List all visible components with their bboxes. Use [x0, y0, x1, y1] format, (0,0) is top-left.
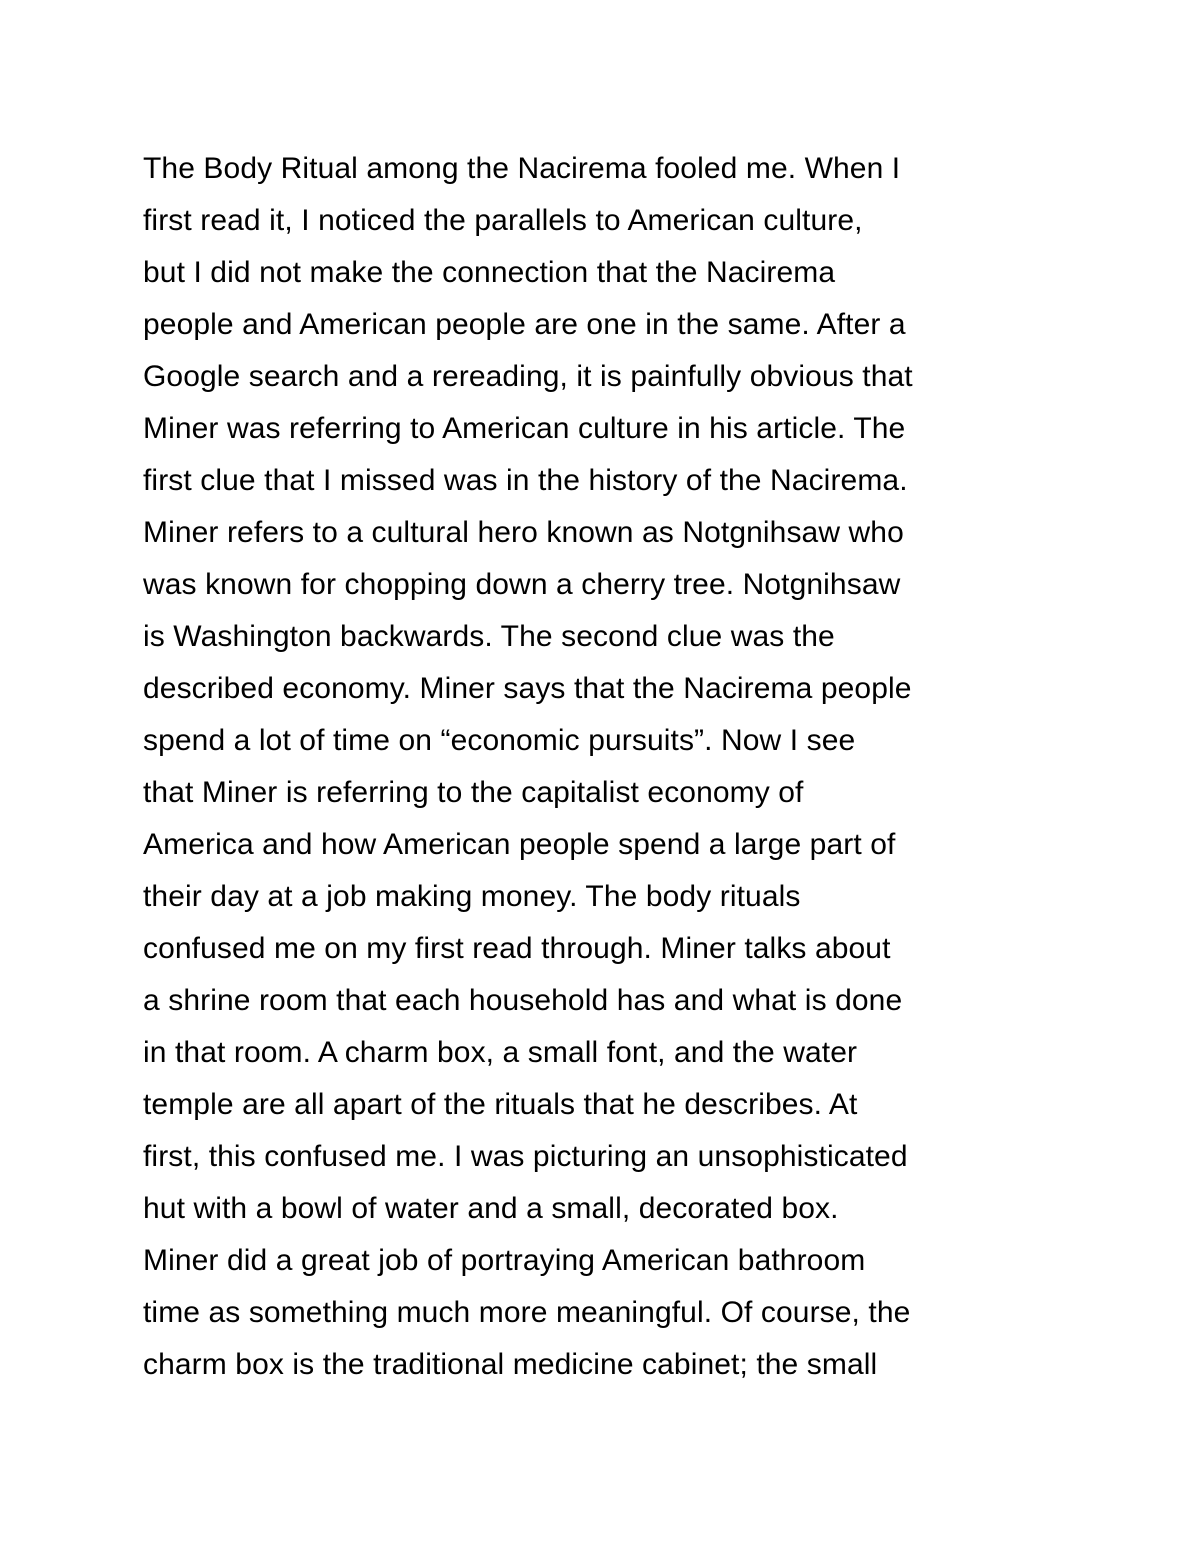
text-line: charm box is the traditional medicine cabinet; the small: [143, 1348, 878, 1381]
text-line: Google search and a rereading, it is painfully obvious that: [143, 360, 913, 393]
text-line: a shrine room that each household has and what is done: [143, 984, 903, 1017]
text-line: The Body Ritual among the Nacirema fooled me. When I: [143, 152, 901, 185]
text-line: first read it, I noticed the parallels to American culture,: [143, 204, 863, 237]
text-line: America and how American people spend a large part of: [143, 828, 896, 861]
text-line: that Miner is referring to the capitalist economy of: [143, 776, 804, 809]
text-line: Miner did a great job of portraying American bathroom: [143, 1244, 866, 1277]
body-paragraph: [143, 143, 1073, 1391]
text-line: was known for chopping down a cherry tree. Notgnihsaw: [143, 568, 901, 601]
text-line: spend a lot of time on “economic pursuits”. Now I see: [143, 724, 856, 757]
text-line: Miner refers to a cultural hero known as Notgnihsaw who: [143, 516, 904, 549]
text-line: confused me on my first read through. Miner talks about: [143, 932, 891, 965]
text-line: but I did not make the connection that the Nacirema: [143, 256, 836, 289]
text-line: time as something much more meaningful. Of course, the: [143, 1296, 911, 1329]
text-line: in that room. A charm box, a small font, and the water: [143, 1036, 858, 1069]
text-line: their day at a job making money. The body rituals: [143, 880, 801, 913]
text-line: temple are all apart of the rituals that he describes. At: [143, 1088, 858, 1121]
text-line: described economy. Miner says that the Nacirema people: [143, 672, 912, 705]
text-line: first, this confused me. I was picturing an unsophisticated: [143, 1140, 908, 1173]
text-line: hut with a bowl of water and a small, decorated box.: [143, 1192, 839, 1225]
text-line: people and American people are one in the same. After a: [143, 308, 906, 341]
text-line: first clue that I missed was in the history of the Nacirema.: [143, 464, 908, 497]
text-line: Miner was referring to American culture in his article. The: [143, 412, 906, 445]
text-line: is Washington backwards. The second clue was the: [143, 620, 835, 653]
